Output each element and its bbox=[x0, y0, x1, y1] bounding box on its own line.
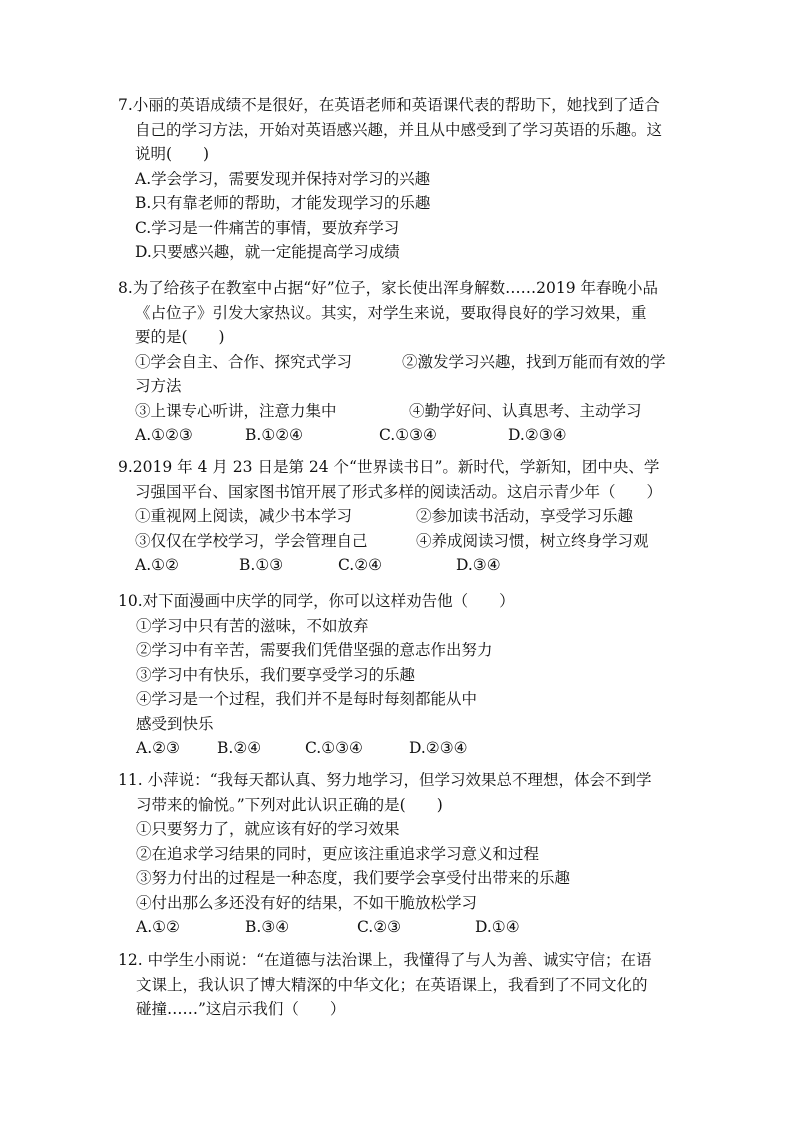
question-12 bbox=[118, 948, 688, 1022]
answer-option-c: C.学习是一件痛苦的事情，要放弃学习 bbox=[135, 218, 400, 237]
statement-3: ③仅仅在学校学习，学会管理自己 bbox=[135, 531, 368, 550]
answer-option-d: D.②③④ bbox=[508, 426, 567, 444]
answer-option-a: A.①②③ bbox=[135, 426, 193, 444]
question-8 bbox=[118, 276, 688, 448]
answer-option-c: C.②③ bbox=[357, 918, 402, 936]
question-stem: 7.小丽的英语成绩不是很好，在英语老师和英语课代表的帮助下，她找到了适合 bbox=[118, 96, 660, 114]
question-stem: 要的是( ) bbox=[135, 328, 225, 346]
answer-option-b: B.①③ bbox=[239, 556, 284, 574]
question-stem: 习带来的愉悦。”下列对此认识正确的是( ) bbox=[136, 795, 443, 814]
answer-option-a: A.②③ bbox=[136, 739, 180, 757]
statement-3: ③上课专心听讲，注意力集中 bbox=[135, 401, 337, 420]
question-stem: 8.为了给孩子在教室中占据“好”位子，家长使出浑身解数……2019 年春晚小品 bbox=[118, 279, 659, 297]
statement-4-continued: 感受到快乐 bbox=[136, 714, 214, 733]
question-stem: 12. 中学生小雨说：“在道德与法治课上，我懂得了与人为善、诚实守信；在语 bbox=[118, 951, 652, 969]
statement-2-continued: 习方法 bbox=[135, 377, 182, 395]
question-9 bbox=[118, 455, 688, 578]
question-stem: 文课上，我认识了博大精深的中华文化；在英语课上，我看到了不同文化的 bbox=[136, 975, 648, 994]
statement-4: ④付出那么多还没有好的结果，不如干脆放松学习 bbox=[136, 893, 478, 912]
question-11 bbox=[118, 768, 688, 940]
question-stem: 11. 小萍说：“我每天都认真、努力地学习，但学习效果总不理想，体会不到学 bbox=[118, 771, 652, 789]
question-stem: 说明( ) bbox=[135, 145, 210, 163]
question-stem: 碰撞……”这启示我们（ ） bbox=[136, 1000, 346, 1018]
question-stem: 《占位子》引发大家热议。其实，对学生来说，要取得良好的学习效果，重 bbox=[135, 303, 647, 322]
statement-1: ①重视网上阅读，减少书本学习 bbox=[135, 507, 353, 525]
answer-option-a: A.①② bbox=[135, 556, 179, 574]
statement-2: ②在追求学习结果的同时，更应该注重追求学习意义和过程 bbox=[136, 844, 540, 863]
statement-3: ③努力付出的过程是一种态度，我们要学会享受付出带来的乐趣 bbox=[136, 869, 571, 887]
answer-option-b: B.③④ bbox=[245, 918, 290, 936]
answer-option-a: A.学会学习，需要发现并保持对学习的兴趣 bbox=[135, 169, 431, 188]
answer-option-c: C.①③④ bbox=[305, 739, 363, 757]
answer-option-b: B.②④ bbox=[217, 739, 262, 757]
question-stem: 10.对下面漫画中庆学的同学，你可以这样劝告他（ ） bbox=[118, 592, 515, 610]
answer-option-c: C.①③④ bbox=[379, 426, 437, 444]
statement-1: ①只要努力了，就应该有好的学习效果 bbox=[136, 820, 400, 838]
answer-option-d: D.②③④ bbox=[409, 739, 468, 757]
question-stem: 自己的学习方法，开始对英语感兴趣，并且从中感受到了学习英语的乐趣。这 bbox=[135, 120, 663, 139]
answer-option-b: B.①②④ bbox=[245, 426, 304, 444]
question-stem: 习强国平台、国家图书馆开展了形式多样的阅读活动。这启示青少年（ ） bbox=[135, 482, 663, 501]
statement-1: ①学会自主、合作、探究式学习 bbox=[135, 352, 353, 371]
statement-4: ④学习是一个过程，我们并不是每时每刻都能从中 bbox=[136, 690, 478, 708]
answer-option-d: D.①④ bbox=[475, 918, 520, 936]
question-stem: 9.2019 年 4 月 23 日是第 24 个“世界读书日”。新时代，学新知，团中央、学 bbox=[118, 458, 660, 476]
statement-2: ②激发学习兴趣，找到万能而有效的学 bbox=[402, 352, 666, 371]
statement-2: ②参加读书活动，享受学习乐趣 bbox=[416, 507, 634, 525]
statement-4: ④勤学好问、认真思考、主动学习 bbox=[409, 401, 642, 420]
answer-option-d: D.③④ bbox=[456, 556, 501, 574]
answer-option-a: A.①② bbox=[136, 918, 180, 936]
question-7 bbox=[118, 93, 688, 265]
answer-option-b: B.只有靠老师的帮助，才能发现学习的乐趣 bbox=[135, 194, 431, 212]
statement-2: ②学习中有辛苦，需要我们凭借坚强的意志作出努力 bbox=[136, 641, 493, 659]
statement-4: ④养成阅读习惯，树立终身学习观 bbox=[416, 531, 649, 550]
statement-3: ③学习中有快乐，我们要享受学习的乐趣 bbox=[136, 665, 416, 684]
question-10 bbox=[118, 589, 688, 761]
answer-option-c: C.②④ bbox=[338, 556, 383, 574]
statement-1: ①学习中只有苦的滋味，不如放弃 bbox=[136, 616, 369, 635]
answer-option-d: D.只要感兴趣，就一定能提高学习成绩 bbox=[135, 243, 400, 261]
